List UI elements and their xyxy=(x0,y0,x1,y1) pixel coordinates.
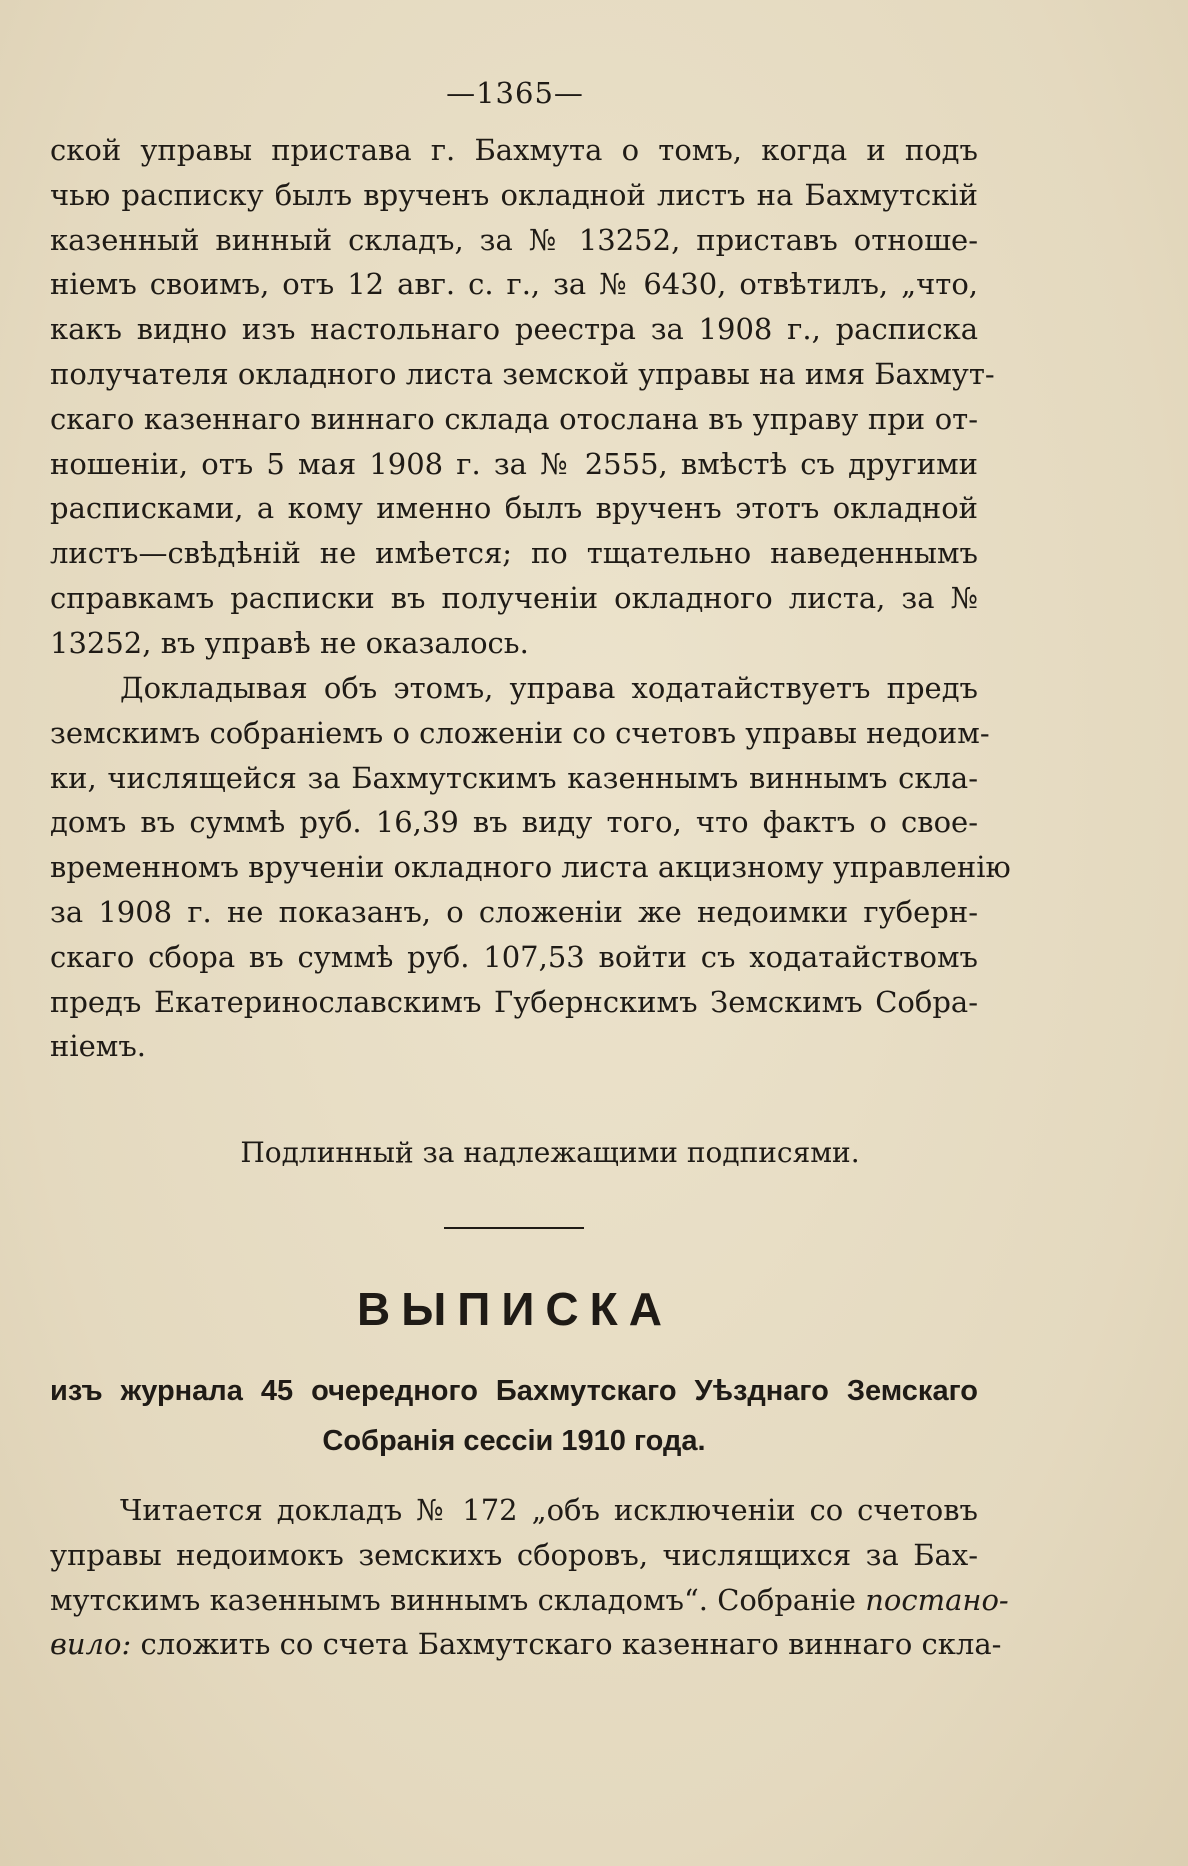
signature-note: Подлинный за надлежащими подписями. xyxy=(240,1136,860,1169)
text-line: 13252, въ управѣ не оказалось. xyxy=(50,625,529,660)
text-line: ки, числящейся за Бахмутскимъ казеннымъ виннымъ скла- xyxy=(50,760,978,795)
text-line: предъ Екатеринославскимъ Губернскимъ Земскимъ Собра- xyxy=(50,984,978,1019)
text-line xyxy=(50,1578,1009,1623)
text-line: чью расписку былъ врученъ окладной листъ на Бахмутскiй xyxy=(50,177,978,212)
text-line: скаго сбора въ суммѣ руб. 107,53 войти съ ходатайствомъ xyxy=(50,939,978,974)
subtitle-line: изъ журнала 45 очередного Бахмутскаго Уѣзднаго Земскаго xyxy=(50,1375,978,1407)
italic-fragment: постано- xyxy=(865,1582,1009,1617)
text-line: временномъ врученiи окладного листа акцизному управленiю xyxy=(50,850,1011,885)
text-line: какъ видно изъ настольнаго реестра за 1908 г., расписка xyxy=(50,312,978,347)
text-line: нiемъ своимъ, отъ 12 авг. с. г., за № 6430, отвѣтилъ, „что, xyxy=(50,267,978,302)
text-line: ношенiи, отъ 5 мая 1908 г. за № 2555, вмѣстѣ съ другими xyxy=(50,446,978,481)
text-fragment: сложить со счета Бахмутскаго казеннаго виннаго скла- xyxy=(140,1627,1002,1662)
text-line: казенный винный складъ, за № 13252, приставъ отноше- xyxy=(50,222,978,257)
section-divider xyxy=(444,1227,584,1229)
text-fragment: мутскимъ казеннымъ виннымъ складомъ“. Собранiе xyxy=(50,1582,856,1617)
paragraph-1 xyxy=(50,128,995,666)
text-line: за 1908 г. не показанъ, о сложенiи же недоимки губерн- xyxy=(50,894,978,929)
page-number: —1365— xyxy=(446,76,584,110)
text-line xyxy=(50,1622,1002,1667)
text-line: домъ въ суммѣ руб. 16,39 въ виду того, что фактъ о свое- xyxy=(50,805,978,840)
subtitle-line: Собранiя сессiи 1910 года. xyxy=(322,1425,706,1457)
text-line: скаго казеннаго виннаго склада отослана въ управу при от- xyxy=(50,401,978,436)
text-line: управы недоимокъ земскихъ сборовъ, числящихся за Бах- xyxy=(50,1537,978,1572)
text-line: нiемъ. xyxy=(50,1029,146,1064)
text-line: Докладывая объ этомъ, управа ходатайствуетъ предъ xyxy=(120,671,978,705)
text-line: Читается докладъ № 172 „объ исключенiи со счетовъ xyxy=(120,1493,978,1527)
extract-subtitle xyxy=(50,1366,978,1466)
extract-title: ВЫПИСКА xyxy=(357,1283,673,1335)
text-line: листъ—свѣдѣнiй не имѣется; по тщательно наведеннымъ xyxy=(50,536,978,571)
italic-fragment: вило: xyxy=(50,1627,132,1662)
text-line: ской управы пристава г. Бахмута о томъ, когда и подъ xyxy=(50,133,978,167)
paragraph-3 xyxy=(50,1488,1009,1667)
text-line: справкамъ расписки въ полученiи окладного листа, за № xyxy=(50,580,978,615)
text-line: земскимъ собранiемъ о сложенiи со счетовъ управы недоим- xyxy=(50,715,990,750)
paragraph-2 xyxy=(50,666,1011,1069)
text-line: получателя окладного листа земской управы на имя Бахмут- xyxy=(50,356,995,391)
text-line: расписками, а кому именно былъ врученъ этотъ окладной xyxy=(50,491,978,526)
